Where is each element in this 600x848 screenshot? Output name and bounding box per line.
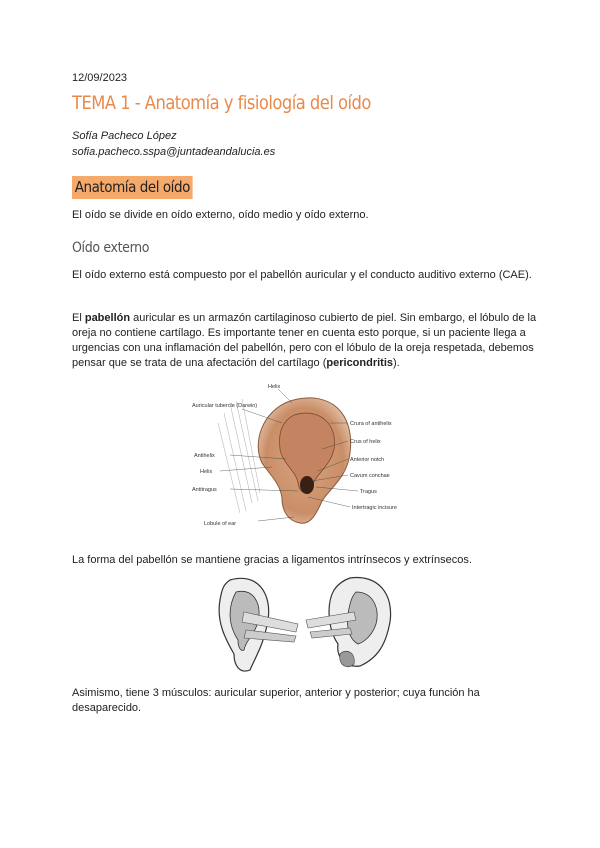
label-crura: Crura of antihelix bbox=[350, 421, 392, 427]
paragraph-composition: El oído externo está compuesto por el pabellón auricular y el conducto auditivo externo (CAE). bbox=[72, 269, 532, 281]
label-antitragus: Antitragus bbox=[192, 487, 217, 493]
paragraph-pabellon-text-b: auricular es un armazón cartilaginoso cubierto de piel. Sin embargo, el lóbulo de la oreja no contiene cartílago. Es importante tener en cuenta esto porque, si un paciente llega a urgencias con una inflamación del pabellón, pero con el lóbulo de la oreja respetada, debemos pensar que se trata de una afectación del cartílago ( bbox=[72, 312, 537, 369]
ear-canal bbox=[300, 476, 314, 494]
document-date: 12/09/2023 bbox=[72, 72, 128, 84]
term-pericondritis: pericondritis bbox=[326, 357, 394, 369]
ear-back-view-drawing bbox=[306, 577, 391, 666]
paragraph-pabellon bbox=[72, 311, 537, 371]
paragraph-ligaments: La forma del pabellón se mantiene gracias a ligamentos intrínsecos y extrínsecos. bbox=[72, 554, 472, 566]
section-heading: Anatomía del oído bbox=[72, 176, 193, 199]
label-crus-helix: Crus of helix bbox=[350, 439, 381, 445]
paragraph-muscles: Asimismo, tiene 3 músculos: auricular superior, anterior y posterior; cuya función ha desaparecido. bbox=[72, 687, 480, 714]
label-helix-top: Helix bbox=[268, 384, 281, 390]
term-pabellon: pabellón bbox=[84, 312, 131, 324]
label-tubercle: Auricular tubercle (Darwin) bbox=[192, 403, 258, 409]
label-helix: Helix bbox=[200, 469, 213, 475]
author-email: sofia.pacheco.sspa@juntadeandalucia.es bbox=[72, 146, 276, 158]
author-block bbox=[72, 128, 275, 160]
ear-anatomy-figure bbox=[190, 383, 420, 533]
ear-front-view-drawing bbox=[219, 578, 298, 671]
label-concha: Cavum conchae bbox=[350, 473, 390, 479]
section-intro: El oído se divide en oído externo, oído medio y oído externo. bbox=[72, 209, 369, 221]
document-title: TEMA 1 - Anatomía y fisiología del oído bbox=[72, 92, 371, 114]
label-antihelix: Antihelix bbox=[194, 453, 215, 459]
paragraph-pabellon-text-a: El bbox=[72, 312, 85, 324]
author-name: Sofía Pacheco López bbox=[72, 130, 177, 142]
label-lobule: Lobule of ear bbox=[204, 521, 237, 527]
hair-shading bbox=[218, 399, 260, 513]
paragraph-pabellon-text-c: ). bbox=[393, 357, 400, 369]
label-intertragic: Intertragic incisure bbox=[352, 505, 397, 511]
ligaments-figure bbox=[210, 570, 400, 680]
subsection-heading: Oído externo bbox=[72, 240, 150, 256]
label-anterior-notch: Anterior notch bbox=[350, 457, 385, 463]
label-tragus: Tragus bbox=[360, 489, 377, 495]
